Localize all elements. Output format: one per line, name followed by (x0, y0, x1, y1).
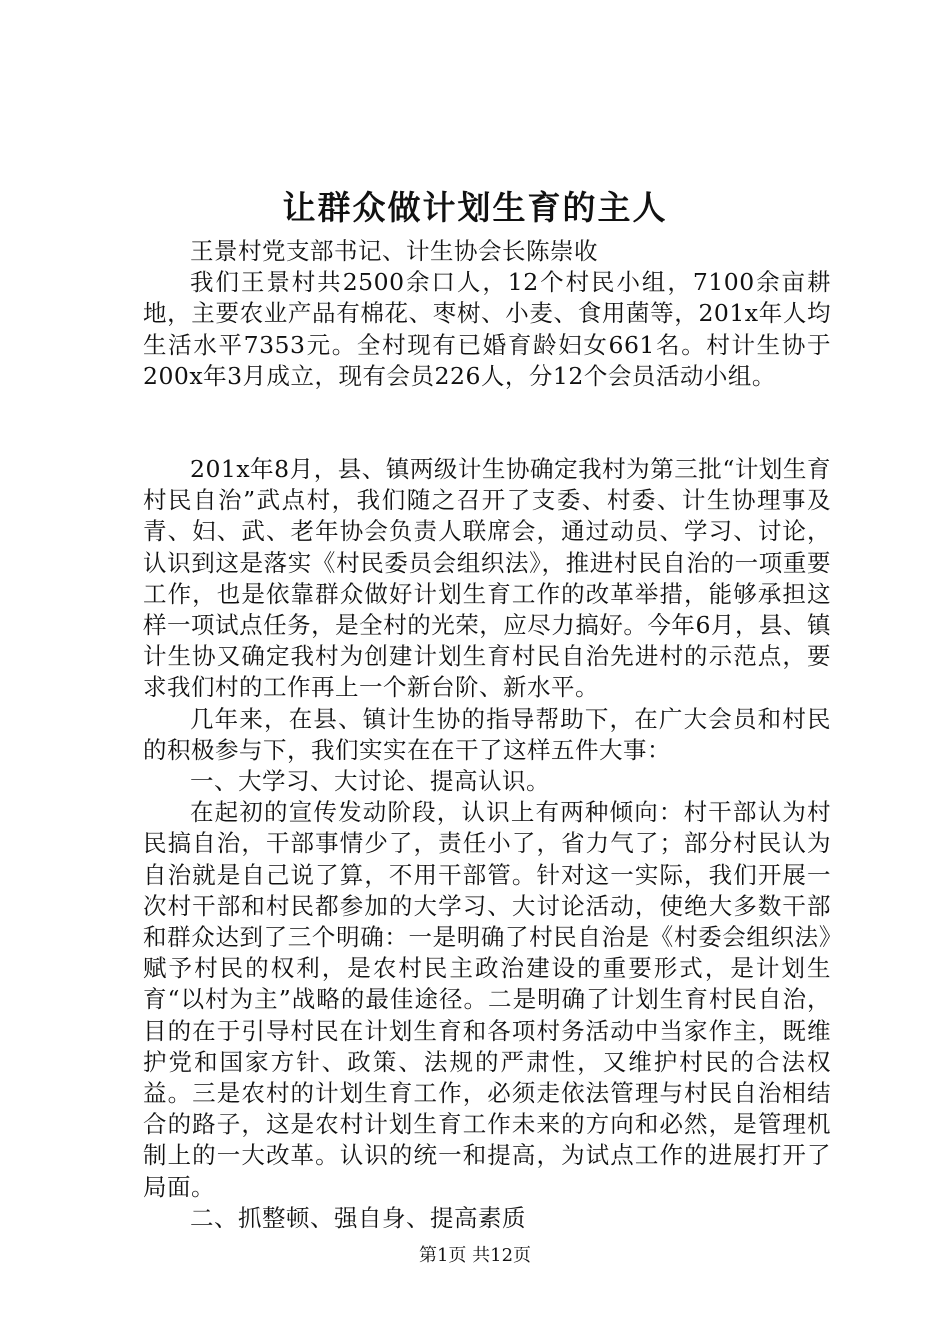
paragraph-village-overview: 我们王景村共2500余口人，12个村民小组，7100余亩耕地，主要农业产品有棉花、枣树、小麦、食用菌等，201x年人均生活水平7353元。全村现有已婚育龄妇女661名。村计生协于200x年3月成立，现有会员226人，分12个会员活动小组。 (143, 268, 831, 390)
section-heading-2: 二、抓整顿、强自身、提高素质 (190, 1203, 526, 1232)
document-title: 让群众做计划生育的主人 (282, 188, 668, 227)
document-body (143, 236, 831, 1234)
paragraph-spacer (143, 392, 831, 454)
paragraph-five-tasks-intro: 几年来，在县、镇计生协的指导帮助下，在广大会员和村民的积极参与下，我们实实在在干了这样五件大事： (143, 704, 831, 764)
page-footer: 第1页 共12页 (418, 1245, 532, 1266)
section-heading-1: 一、大学习、大讨论、提高认识。 (190, 767, 550, 796)
paragraph-pilot-selection: 201x年8月，县、镇两级计生协确定我村为第三批“计划生育村民自治”武点村，我们随之召开了支委、村委、计生协理事及青、妇、武、老年协会负责人联席会，通过动员、学习、讨论，认识到这是落实《村民委员会组织法》，推进村民自治的一项重要工作，也是依靠群众做好计划生育工作的改革举措，能够承担这样一项试点任务，是全村的光荣，应尽力搞好。今年6月，县、镇计生协又确定我村为创建计划生育村民自治先进村的示范点，要求我们村的工作再上一个新台阶、新水平。 (143, 455, 831, 702)
author-line: 王景村党支部书记、计生协会长陈崇收 (190, 237, 598, 265)
paragraph-study-discussion: 在起初的宣传发动阶段，认识上有两种倾向：村干部认为村民搞自治，干部事情少了，责任小了，省力气了；部分村民认为自治就是自己说了算，不用干部管。针对这一实际，我们开展一次村干部和村民都参加的大学习、大讨论活动，使绝大多数干部和群众达到了三个明确：一是明确了村民自治是《村委会组织法》赋予村民的权利，是农村民主政治建设的重要形式，是计划生育“以村为主”战略的最佳途径。二是明确了计划生育村民自治，目的在于引导村民在计划生育和各项村务活动中当家作主，既维护党和国家方针、政策、法规的严肃性，又维护村民的合法权益。三是农村的计划生育工作，必须走依法管理与村民自治相结合的路子，这是农村计划生育工作未来的方向和必然，是管理机制上的一大改革。认识的统一和提高，为试点工作的进展打开了局面。 (143, 798, 831, 1201)
